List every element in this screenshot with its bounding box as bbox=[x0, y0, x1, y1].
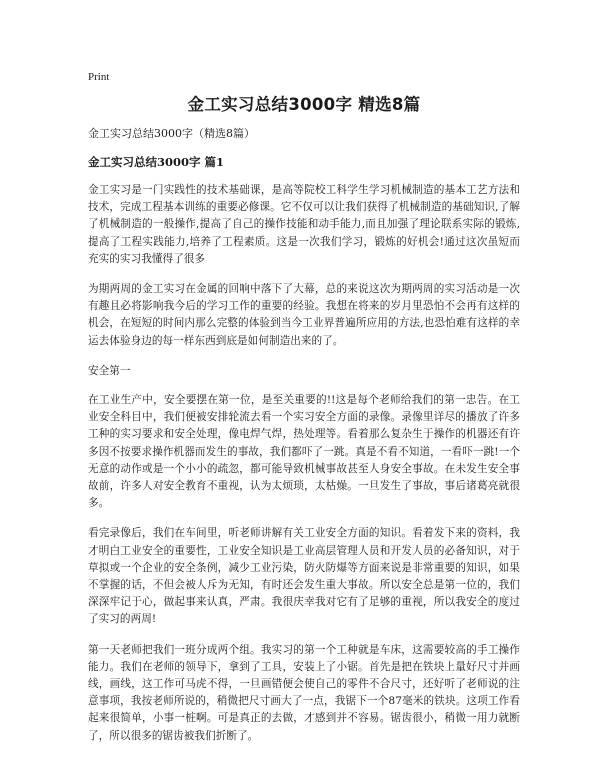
document-title: 金工实习总结3000字 精选8篇 bbox=[187, 95, 421, 114]
document-page bbox=[88, 70, 520, 758]
print-label[interactable]: Print bbox=[88, 71, 110, 83]
paragraph-safety-heading: 安全第一 bbox=[88, 364, 131, 377]
paragraph-intro: 金工实习是一门实践性的技术基础课，是高等院校工科学生学习机械制造的基本工艺方法和技术，完成工程基本训练的重要必修课。它不仅可以让我们获得了机械制造的基础知识,了解了机械制造的一般操作,提高了自己的操作技能和动手能力,而且加强了理论联系实际的锻炼,提高了工程实践能力,培养了工程素质。这是一次我们学习，锻炼的好机会!通过这次虽短而充实的实习我懂得了很多 bbox=[88, 184, 520, 265]
paragraph-summary: 为期两周的金工实习在金属的回响中落下了大幕，总的来说这次为期两周的实习活动是一次有趣且必将影响我今后的学习工作的重要的经验。我想在将来的岁月里恐怕不会再有这样的机会，在短短的时间内那么完整的体验到当今工业界普遍所应用的方法,也恐怕难有这样的幸运去体验身边的每一样东西到底是如何制造出来的了。 bbox=[88, 283, 520, 347]
section-heading: 金工实习总结3000字 篇1 bbox=[88, 155, 225, 169]
document-subtitle: 金工实习总结3000字（精选8篇） bbox=[88, 127, 255, 140]
paragraph-video: 看完录像后，我们在车间里，听老师讲解有关工业安全方面的知识。看着发下来的资料，我才明白工业安全的重要性，工业安全知识是工业高层管理人员和开发人员的必备知识，对于草拟或一个企业的安全条例，减少工业污染，防火防爆等方面来说是非常重要的知识，如果不掌握的话，不但会被人斥为无知，有时还会发生重大事故。所以安全总是第一位的，我们深深牢记于心，做起事来认真，严肃。我很庆幸我对它有了足够的重视，所以我安全的度过了实习的两周! bbox=[88, 527, 520, 626]
paragraph-first-day: 第一天老师把我们一班分成两个组。我实习的第一个工种就是车床，这需要较高的手工操作能力。我们在老师的领导下，拿到了工具，安装上了小锯。首先是把在铁块上量好尺寸并画线，画线，这工作可马虎不得，一旦画错便会使自己的零件不合尺寸，还好听了老师说的注意事项，我按老师所说的，稍微把尺寸画大了一点，我锯下一个87毫米的铁块。这项工作看起来很简单，小事一桩啊。可是真正的去做，才感到并不容易。锯齿很小，稍微一用力就断了，所以很多的锯齿被我们折断了。 bbox=[88, 643, 520, 742]
paragraph-safety: 在工业生产中，安全要摆在第一位，是至关重要的!!这是每个老师给我们的第一忠告。在工业安全科目中，我们便被安排轮流去看一个实习安全方面的录像。录像里详尽的播放了许多工种的实习要求和安全处理，像电焊气焊，热处理等。看着那么复杂生于操作的机器还有许多因不按要求操作机器而发生的事故，我们都吓了一跳。真是不看不知道，一看吓一跳!一个无意的动作或是一个小小的疏忽，都可能导致机械事故甚至人身安全事故。在未发生安全事故前，许多人对安全教育不重视，认为太烦琐，太枯燥。一旦发生了事故，事后诸葛亮就很多。 bbox=[88, 394, 520, 510]
